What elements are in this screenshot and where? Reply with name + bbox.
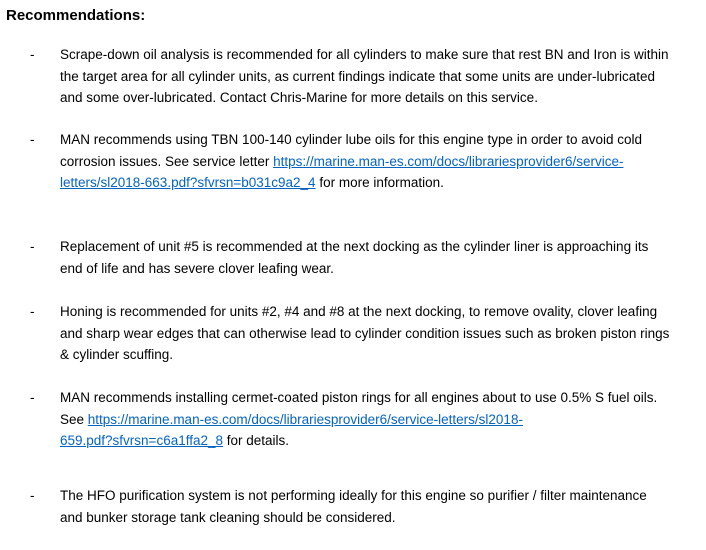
- text-line: [60, 430, 700, 452]
- recommendations-heading: Recommendations:: [6, 7, 146, 24]
- text-line: MAN recommends installing cermet-coated piston rings for all engines about to use 0.5% S fuel oils.: [60, 390, 658, 405]
- service-letter-link-sl2018-663[interactable]: https://marine.man-es.com/docs/librariesprovider6/service-: [273, 153, 624, 169]
- text-line: & cylinder scuffing.: [60, 347, 174, 362]
- bullet-dash: -: [30, 488, 35, 503]
- text-line: Honing is recommended for units #2, #4 and #8 at the next docking, to remove ovality, clover leafing: [60, 304, 658, 319]
- text-line: MAN recommends using TBN 100-140 cylinder lube oils for this engine type in order to avoid cold: [60, 132, 643, 147]
- text-line: [60, 409, 700, 431]
- text-span: for more information.: [315, 175, 444, 190]
- bullet-dash: -: [30, 239, 35, 254]
- recommendation-text: [60, 44, 700, 109]
- text-span: corrosion issues. See service letter: [60, 153, 274, 169]
- text-line: and some over-lubricated. Contact Chris-Marine for more details on this service.: [60, 90, 538, 105]
- text-line: and bunker storage tank cleaning should be considered.: [60, 509, 396, 525]
- text-line: and sharp wear edges that can otherwise lead to cylinder condition issues such as broken piston rings: [60, 325, 670, 341]
- text-line: [60, 172, 700, 194]
- text-line: Replacement of unit #5 is recommended at the next docking as the cylinder liner is approaching its: [60, 239, 649, 254]
- text-line: Scrape-down oil analysis is recommended for all cylinders to make sure that rest BN and Iron is within: [60, 47, 669, 62]
- recommendation-text: [60, 236, 700, 279]
- bullet-dash: -: [30, 47, 35, 62]
- text-line: The HFO purification system is not performing ideally for this engine so purifier / filter maintenance: [60, 488, 647, 503]
- recommendation-text: [60, 301, 700, 366]
- bullet-dash: -: [30, 390, 35, 405]
- recommendation-text: [60, 129, 700, 194]
- text-line: end of life and has severe clover leafing wear.: [60, 260, 334, 276]
- recommendation-text: [60, 485, 700, 528]
- recommendation-text: [60, 387, 700, 452]
- service-letter-link-sl2018-659[interactable]: https://marine.man-es.com/docs/librariesprovider6/service-letters/sl2018-: [87, 411, 523, 427]
- text-line: [60, 151, 700, 173]
- bullet-dash: -: [30, 132, 35, 147]
- bullet-dash: -: [30, 304, 35, 319]
- service-letter-link-sl2018-663-continued[interactable]: letters/sl2018-663.pdf?sfvrsn=b031c9a2_4: [60, 175, 316, 190]
- text-line: the target area for all cylinder units, as current findings indicate that some units are under-lubricated: [60, 68, 656, 84]
- service-letter-link-sl2018-659-continued[interactable]: 659.pdf?sfvrsn=c6a1ffa2_8: [60, 433, 224, 448]
- text-span: See: [60, 411, 88, 427]
- text-span: for details.: [223, 433, 290, 448]
